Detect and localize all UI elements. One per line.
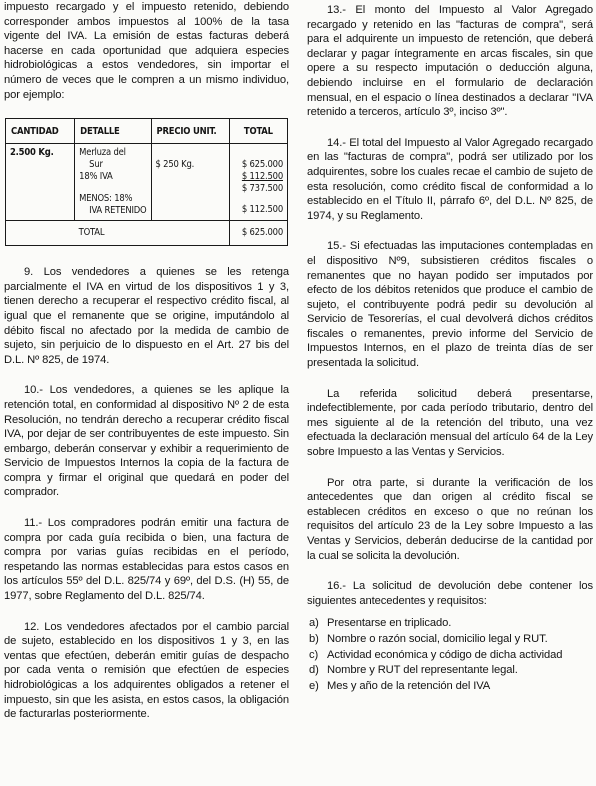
requirements-list xyxy=(307,616,593,693)
total-line: $ 112.500 xyxy=(241,171,283,183)
list-item: b) Nombre o razón social, domicilio legal y RUT. xyxy=(309,632,548,645)
list-item: c) Actividad económica y código de dicha actividad xyxy=(309,648,563,661)
table-row xyxy=(6,144,288,221)
table-footer-row xyxy=(6,221,288,246)
paragraph-13: 13.- El monto del Impuesto al Valor Agregado recargado y retenido en las "facturas de compra", será para el adquirente un impuesto de retención, que deberá declarar y pagar íntegramente en arcas fiscales, sin que opere a su respecto imputación o deducción alguna, debiendo incluirse en el formulario de declaración mensual, en el espacio o línea destinados a declarar "IVA retenido a terceros, artículo 3º, inciso 3º". xyxy=(307,4,593,119)
detalle-line: IVA RETENIDO xyxy=(89,205,147,217)
precio-value: $ 250 Kg. xyxy=(155,159,195,171)
cell-precio xyxy=(151,144,229,221)
detalle-line: Sur xyxy=(89,159,103,171)
list-item: d) Nombre y RUT del representante legal. xyxy=(309,664,518,677)
footer-label: TOTAL xyxy=(75,221,151,246)
paragraph-9: 9. Los vendedores a quienes se les retenga parcialmente el IVA en virtud de los dispositivos 1 y 3, tienen derecho a recuperar el respectivo crédito fiscal, al igual que el remanente que se origine, imputándolo al débito fiscal no afectado por la medida de cambio de sujeto, sin perjuicio de lo dispuesto en el Art. 27 bis del D.L. Nº 825, de 1974. xyxy=(4,266,289,366)
header-cantidad: CANTIDAD xyxy=(6,119,75,144)
left-column xyxy=(4,0,289,738)
detalle-line: 18% IVA xyxy=(79,171,113,183)
paragraph-12: 12. Los vendedores afectados por el cambio parcial de sujeto, establecido en los dispositivos 1 y 3, en las ventas que efectúen, deberán emitir guías de despacho por cada venta o remisión que efectúen de especies hidrobiológicas a los adquirentes obligados a retener el impuesto, sin que les asista, en estos casos, la obligación de facturarlas posteriormente. xyxy=(4,620,289,721)
cell-detalle xyxy=(75,144,151,221)
list-item: e) Mes y año de la retención del IVA xyxy=(309,679,491,692)
paragraph-15-second: La referida solicitud deberá presentarse, indefectiblemente, por cada período tributario, dentro del mes siguiente al de la retención del tributo, una vez efectuada la declaración mensual del artículo 64 de la Ley sobre Impuesto a las Ventas y Servicios. xyxy=(307,387,593,459)
intro-paragraph: impuesto recargado y el impuesto retenido, debiendo corresponder ambos impuestos al 100% de la tasa vigente del IVA. La emisión de estas facturas deberá hacerse en cada oportunidad que adquiera especies hidrobiológicas a estos vendedores, sin importar el número de veces que le compren a un mismo individuo, por ejemplo: xyxy=(4,1,289,101)
paragraph-15: 15.- Si efectuadas las imputaciones contempladas en el dispositivo Nº9, subsistieren créditos fiscales o remanentes que no hayan podido ser imputados por efecto de los débitos retenidos que produce el cambio de sujeto, el contribuyente podrá pedir su devolución al Servicio de Tesorerías, el cual devolverá dichos créditos fiscales o remanentes, previo informe del Servicio de Impuestos Internos, en el plazo de treinta días de ser presentada la solicitud. xyxy=(307,240,593,370)
paragraph-15-third: Por otra parte, si durante la verificación de los antecedentes que dan origen al crédito fiscal se establecen créditos en exceso o que no reúnan los requisitos del artículo 23 de la Ley sobre Impuesto a las Ventas y Servicios, deberán deducirse de la cantidad por la cual se solicita la devolución. xyxy=(307,476,593,562)
total-line: $ 625.000 xyxy=(241,159,283,171)
footer-value: $ 625.000 xyxy=(229,221,287,246)
header-precio: PRECIO UNIT. xyxy=(151,119,229,144)
total-line: $ 737.500 xyxy=(241,183,283,195)
detalle-line: MENOS: 18% xyxy=(79,193,133,205)
paragraph-16: 16.- La solicitud de devolución debe contener los siguientes antecedentes y requisitos: xyxy=(307,580,593,607)
cell-total xyxy=(229,144,287,221)
detalle-line: Merluza del xyxy=(79,147,126,159)
right-column xyxy=(307,3,593,694)
paragraph-10: 10.- Los vendedores, a quienes se les aplique la retención total, en conformidad al dispositivo Nº 2 de esta Resolución, no tendrán derecho a recuperar crédito fiscal IVA, por dejar de ser contribuyentes de este impuesto. Sin embargo, deberán conservar y exhibir a requerimiento de Servicio de Impuestos Internos la copia de la factura de compra y firmar el original que quedará en poder del comprador. xyxy=(4,384,289,499)
table-header-row xyxy=(6,119,288,144)
list-item: a) Presentarse en triplicado. xyxy=(309,617,452,630)
paragraph-11: 11.- Los compradores podrán emitir una factura de compra por cada guía recibida o bien, una factura de compra por varias guías recibidas en el período, respetando las normas establecidas para estos casos en los artículos 55º del D.L. 825/74 y 69º, del D.S. (H) 55, de 1977, sobre Reglamento del D.L. 825/74. xyxy=(4,517,289,603)
cell-cantidad: 2.500 Kg. xyxy=(6,144,75,221)
header-detalle: DETALLE xyxy=(75,119,151,144)
example-invoice-table xyxy=(5,118,288,246)
paragraph-14: 14.- El total del Impuesto al Valor Agregado recargado en las "facturas de compra", podrá ser utilizado por los adquirentes, sobre los cuales recae el cambio de sujeto de esta resolución, como crédito fiscal de conformidad a lo establecido en el Título II, párrafo 6º, del D.L. Nº 825, de 1974, y su Reglamento. xyxy=(307,136,593,222)
header-total: TOTAL xyxy=(229,119,287,144)
total-line: $ 112.500 xyxy=(241,204,283,216)
